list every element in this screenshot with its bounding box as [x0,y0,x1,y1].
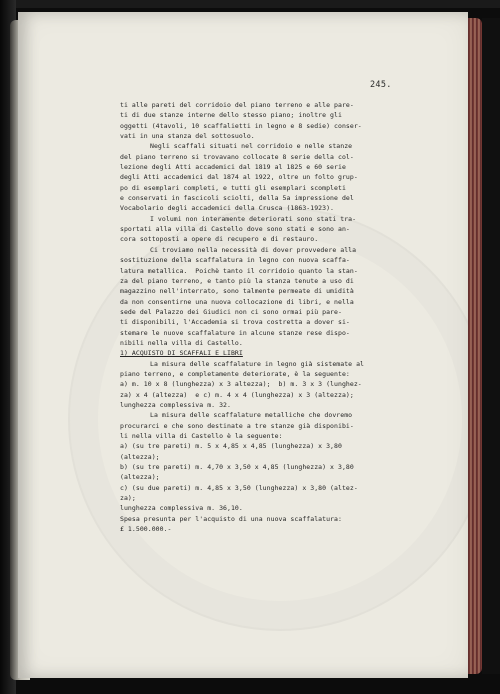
page-number: 245. [370,80,392,90]
text-line: po di esemplari completi, e tutti gli esemplari scompleti [120,183,346,192]
background-top [0,0,500,8]
text-line: Ci troviamo nella necessità di dover provvedere alla [150,245,357,254]
text-line: za); [120,494,136,503]
text-line: sportati alla villa di Castello dove sono stati e sono an- [120,225,350,234]
text-line: cora sottoposti a opere di recupero e di restauro. [120,235,319,244]
text-line: piano terreno, e completamente deteriorate, è la seguente: [120,369,350,378]
text-line: c) (su due pareti) m. 4,85 x 3,50 (lunghezza) x 3,80 (altez- [120,483,358,492]
text-line: za) x 4 (altezza) e c) m. 4 x 4 (lunghezza) x 3 (altezza); [120,390,354,399]
text-line: da non consentirne una nuova collocazione di libri, e nella [120,297,354,306]
page-edges [468,18,482,674]
text-line: oggetti (4tavoli, 10 scaffalietti in legno e 8 sedie) conser- [120,121,362,130]
text-line: Vocabolario degli accademici della Crusca (1863-1923). [120,204,335,213]
text-line: (altezza); [120,473,160,482]
text-line: del piano terreno si trovavano collocate 8 serie della col- [120,152,354,161]
body-text [120,100,380,534]
text-line: La misura delle scaffalature metalliche che dovremo [150,411,353,420]
text-line: degli Atti accademici dal 1874 al 1922, oltre un folto grup- [120,173,358,182]
text-line: li nella villa di Castello è la seguente: [120,432,283,440]
text-line: a) (su tre pareti) m. 5 x 4,85 x 4,85 (lunghezza) x 3,80 [120,442,342,451]
text-line: latura metallica. Poichè tanto il corridoio quanto la stan- [120,266,358,275]
background-right [482,18,500,674]
text-line: procurarci e che sono destinate a tre stanze già disponibi- [120,421,354,430]
text-line: a) m. 10 x 8 (lunghezza) x 3 altezza); b) m. 3 x 3 (lunghez- [120,380,362,389]
text-line: La misura delle scaffalature in legno già sistemate al [150,359,365,368]
text-line: ti di due stanze interne dello stesso piano; inoltre gli [120,111,342,120]
text-line: ti disponibili, l'Accademia si trova costretta a dover si- [120,318,350,327]
text-line: b) (su tre pareti) m. 4,70 x 3,50 x 4,85 (lunghezza) x 3,80 [120,463,354,472]
text-line: za del piano terreno, e tanto più la stanza tenute a uso di [120,276,354,285]
text-line: vati in una stanza del sottosuolo. [120,132,255,141]
text-line: magazzino nell'interrato, sono talmente permeate di umidità [120,287,354,296]
text-line: £ 1.500.000.- [120,525,172,534]
text-line: lezione degli Atti accademici dal 1819 al 1825 e 60 serie [120,163,346,172]
text-line: lunghezza complessiva m. 32. [120,400,231,409]
text-line: Spesa presunta per l'acquisto di una nuova scaffalatura: [120,514,342,523]
text-line: stemare le nuove scaffalature in alcune stanze rese dispo- [120,328,350,337]
text-line: sostituzione della scaffalatura in legno con nuova scaffa- [120,256,350,265]
text-line: lunghezza complessiva m. 36,10. [120,504,243,513]
text-line: I volumi non interamente deteriorati sono stati tra- [150,214,357,223]
text-line: e conservati in fascicoli sciolti, della 5a impressione del [120,194,354,203]
text-line: Negli scaffali situati nel corridoio e nelle stanze [150,142,353,151]
text-line: (altezza); [120,452,160,461]
section-heading: 1) ACQUISTO DI SCAFFALI E LIBRI [120,349,243,358]
text-line: ti alle pareti del corridoio del piano terreno e alle pare- [120,101,354,109]
text-line: sede del Palazzo dei Giudici non ci sono ormai più pare- [120,307,342,316]
text-line: nibili nella villa di Castello. [120,338,243,347]
